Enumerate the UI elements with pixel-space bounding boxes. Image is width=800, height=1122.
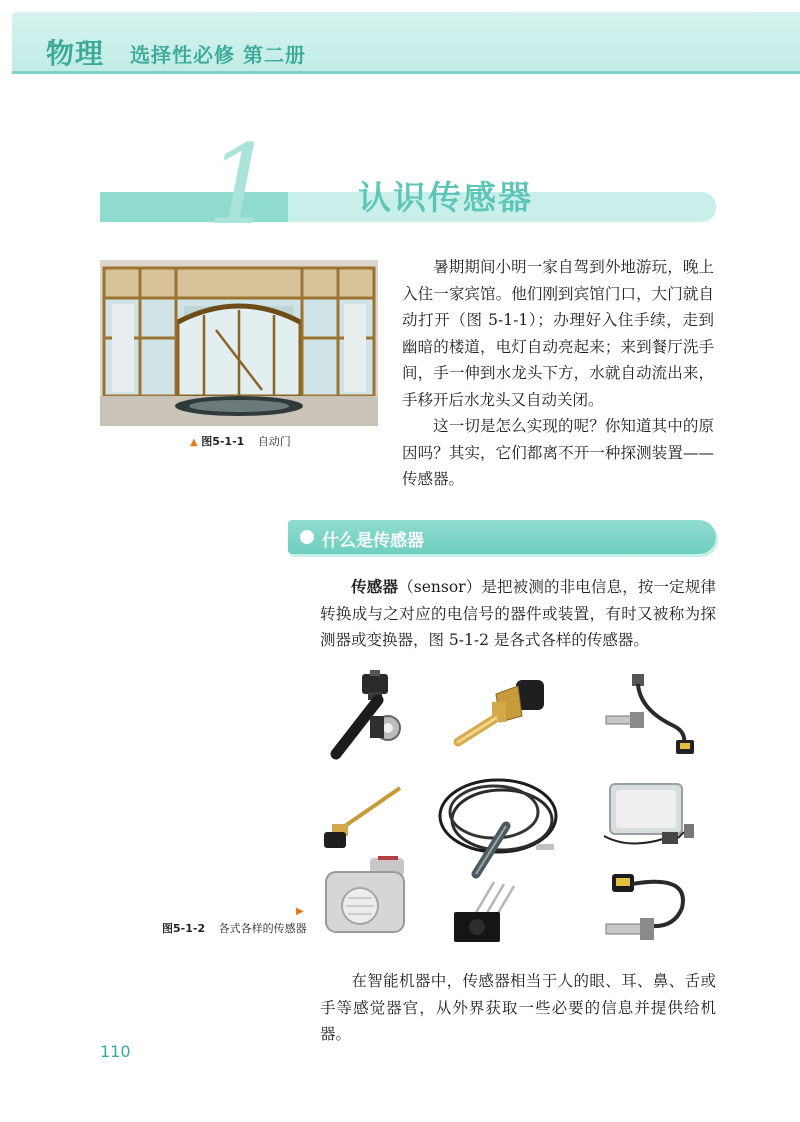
section-number: 1 <box>206 121 276 249</box>
subsection-title: 什么是传感器 <box>322 531 424 551</box>
sensor-case-image <box>600 776 710 866</box>
definition-term: 传感器 <box>351 578 399 596</box>
definition-text: （sensor）是把被测的非电信息，按一定规律转换成与之对应的电信号的器件或装置，有时又被称为探测器或变换器，图 5-1-2 是各式各样的传感器。 <box>320 578 716 649</box>
sensor-temperature-image <box>442 672 552 762</box>
sensor-probe-image <box>318 778 428 868</box>
closing-paragraph-text: 在智能机器中，传感器相当于人的眼、耳、鼻、舌或手等感觉器官，从外界获取一些必要的信息并提供给机器。 <box>320 972 716 1043</box>
automatic-door-image <box>100 260 378 426</box>
sensor-motion-image <box>318 856 428 946</box>
subsection-heading <box>288 520 716 554</box>
figure2-pointer <box>296 904 304 917</box>
sensor-cable-image <box>436 770 566 880</box>
page-number: 110 <box>100 1042 131 1061</box>
intro-paragraph-1 <box>402 254 714 413</box>
intro-paragraph-1-text: 暑期期间小明一家自驾到外地游玩，晚上入住一家宾馆。他们刚到宾馆门口，大门就自动打开（图 5-1-1）；办理好入住手续，走到幽暗的楼道，电灯自动亮起来；来到餐厅洗手间，手一伸到水龙头下方，水就自动流出来，手移开后水龙头又自动关闭。 <box>402 258 714 409</box>
caption-triangle-icon: ▲ <box>190 437 198 448</box>
bullet-dot-icon <box>300 530 314 544</box>
sensor-exhaust-image <box>600 868 710 958</box>
figure1-caption-text: 自动门 <box>257 435 291 448</box>
figure2-number: 图5-1-2 <box>162 922 206 935</box>
caption-arrow-icon: ▶ <box>296 906 304 917</box>
figure1-caption <box>190 433 291 449</box>
subject-title: 物理 <box>46 37 105 70</box>
section-title: 认识传感器 <box>358 178 533 217</box>
figure2-caption-text: 各式各样的传感器 <box>218 922 307 935</box>
sensor-oxygen-image <box>600 670 710 760</box>
figure-automatic-door <box>100 260 378 426</box>
intro-paragraph-2-text: 这一切是怎么实现的呢？你知道其中的原因吗？其实，它们都离不开一种探测装置——传感器。 <box>402 417 714 488</box>
figure1-number: 图5-1-1 <box>201 435 245 448</box>
sensor-speed-image <box>318 670 428 760</box>
definition-paragraph <box>320 574 716 654</box>
figure2-caption <box>162 920 307 936</box>
closing-paragraph <box>320 968 716 1048</box>
sensor-ir-receiver-image <box>446 876 556 966</box>
page-header <box>12 12 800 74</box>
intro-paragraph-2 <box>402 413 714 493</box>
book-title: 选择性必修 第二册 <box>130 43 306 67</box>
